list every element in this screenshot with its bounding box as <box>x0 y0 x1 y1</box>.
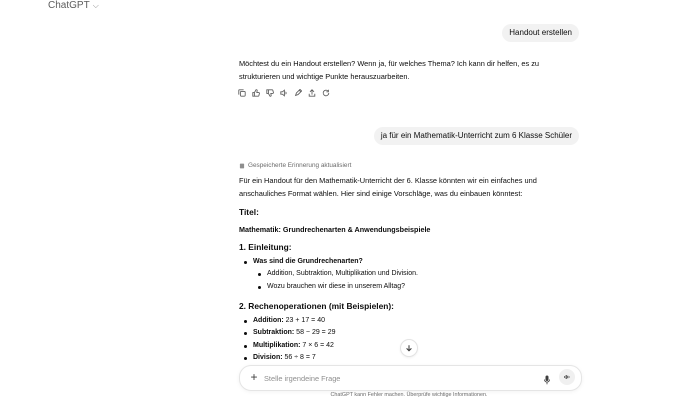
memory-icon <box>239 163 245 169</box>
model-selector[interactable] <box>48 0 99 11</box>
message-actions <box>238 89 330 97</box>
scroll-to-bottom-button[interactable] <box>400 339 418 357</box>
regenerate-icon[interactable] <box>322 89 330 97</box>
rechenoperationen-list <box>239 315 336 364</box>
memory-updated-note[interactable] <box>239 162 351 169</box>
share-icon[interactable] <box>308 89 316 97</box>
title-heading: Titel: <box>239 207 259 217</box>
list-item: Addition: 23 + 17 = 40 <box>239 315 336 327</box>
voice-mode-button[interactable] <box>559 369 575 385</box>
memory-note-text: Gespeicherte Erinnerung aktualisiert <box>248 162 352 169</box>
waveform-icon <box>563 373 571 381</box>
chevron-down-icon: ⌵ <box>92 0 99 10</box>
list-item: Division: 56 ÷ 8 = 7 <box>239 352 336 364</box>
app-title: ChatGPT <box>48 0 90 11</box>
thumbs-down-icon[interactable] <box>266 89 274 97</box>
thumbs-up-icon[interactable] <box>252 89 260 97</box>
list-item: Subtraktion: 58 − 29 = 29 <box>239 327 336 339</box>
einleitung-list <box>239 256 418 293</box>
list-item: Wozu brauchen wir diese in unserem Alltag? <box>239 281 418 293</box>
microphone-icon[interactable] <box>542 372 552 382</box>
list-item: Addition, Subtraktion, Multiplikation und Division. <box>239 268 418 280</box>
message-composer <box>239 365 582 391</box>
footer-disclaimer: ChatGPT kann Fehler machen. Überprüfe wichtige Informationen. <box>330 392 488 398</box>
user-message: ja für ein Mathematik-Unterricht zum 6 Klasse Schüler <box>374 127 579 145</box>
handout-subtitle: Mathematik: Grundrechenarten & Anwendungsbeispiele <box>239 225 431 234</box>
list-item: Was sind die Grundrechenarten? <box>239 256 418 268</box>
plus-icon[interactable]: + <box>250 370 258 384</box>
copy-icon[interactable] <box>238 89 246 97</box>
read-aloud-icon[interactable] <box>280 89 288 97</box>
list-item: Multiplikation: 7 × 6 = 42 <box>239 340 336 352</box>
edit-icon[interactable] <box>294 89 302 97</box>
section-heading-rechenoperationen: 2. Rechenoperationen (mit Beispielen): <box>239 301 394 311</box>
arrow-down-icon <box>405 344 413 352</box>
assistant-intro: Für ein Handout für den Mathematik-Unterricht der 6. Klasse könnten wir ein einfaches und anschauliches Format wählen. Hier sind einige Vorschläge, was du einbauen könntest: <box>239 176 537 198</box>
section-heading-einleitung: 1. Einleitung: <box>239 242 292 252</box>
prompt-input[interactable] <box>262 370 536 387</box>
assistant-message: Möchtest du ein Handout erstellen? Wenn ja, für welches Thema? Ich kann dir helfen, es zu strukturieren und wichtige Punkte herauszuarbeiten. <box>239 59 540 81</box>
user-message: Handout erstellen <box>502 24 579 42</box>
